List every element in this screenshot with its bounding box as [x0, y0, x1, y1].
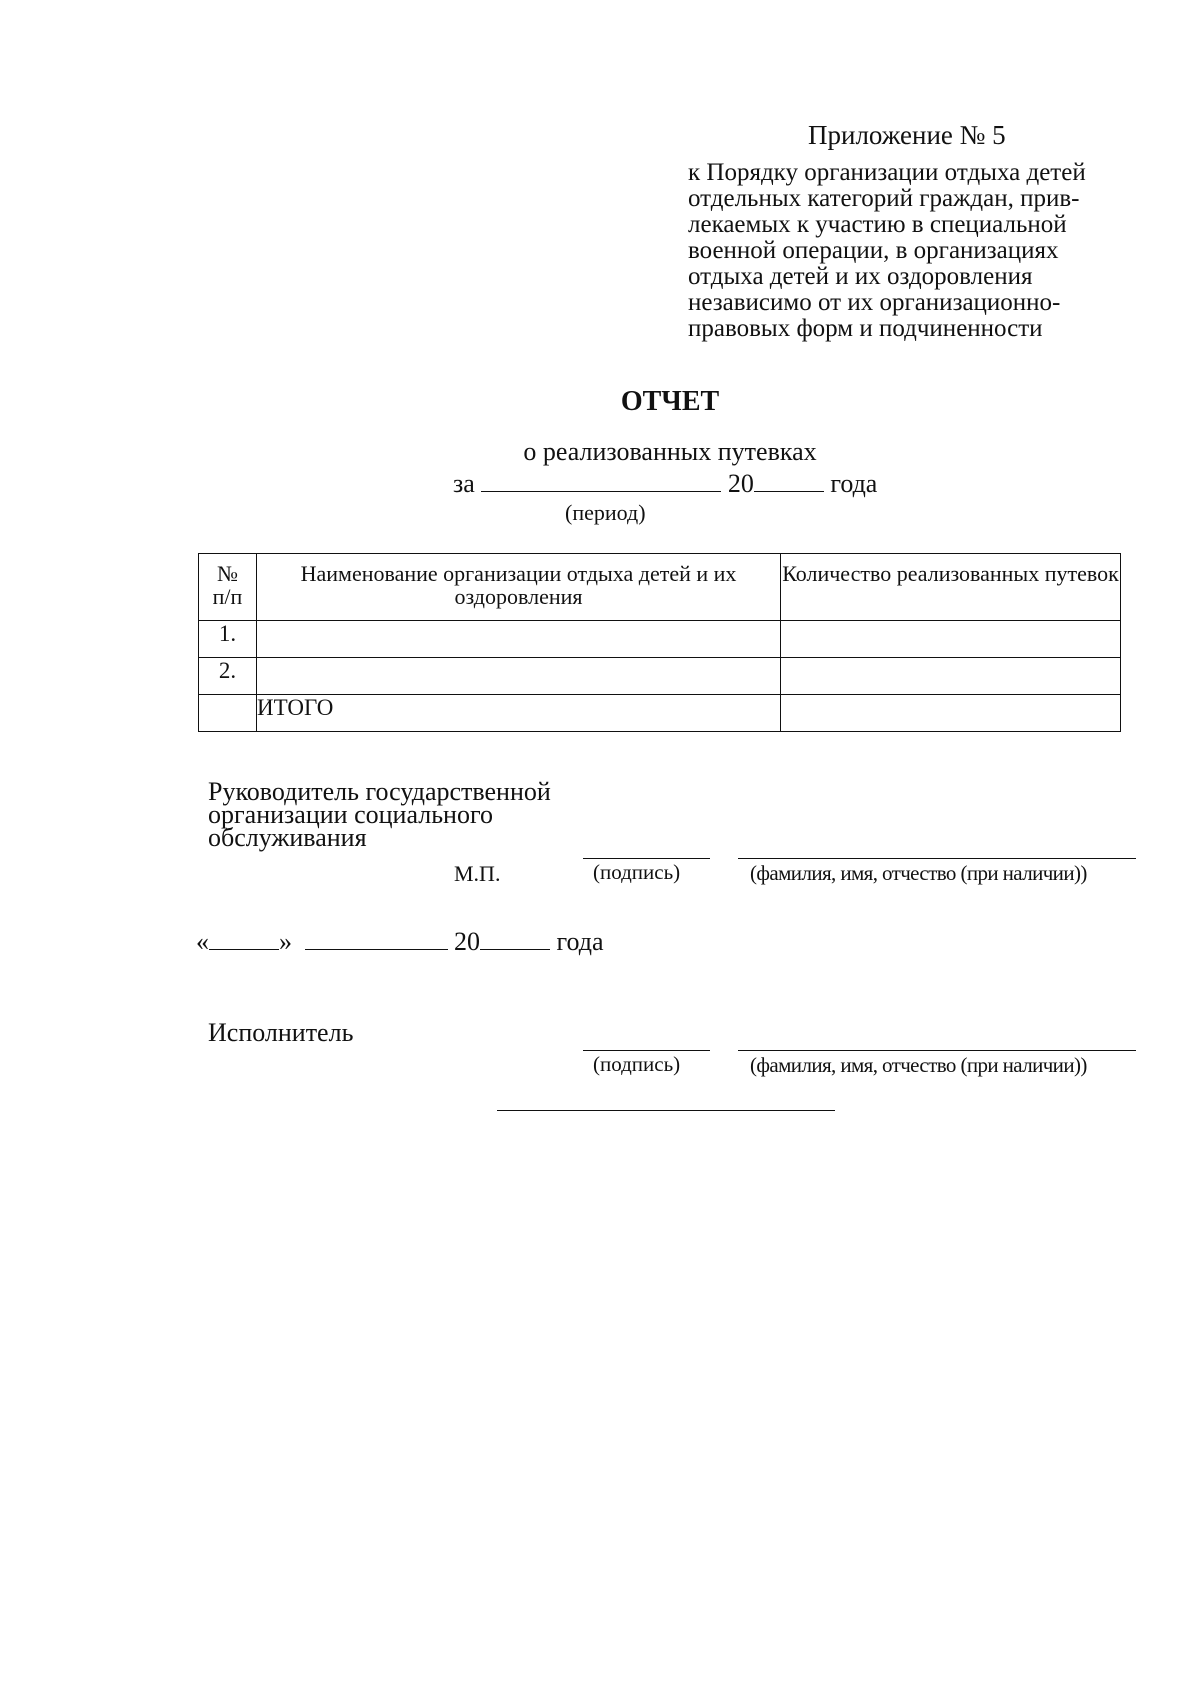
report-subtitle: о реализованных путевках	[523, 437, 817, 466]
appendix-reference-line: к Порядку организации отдыха детей	[688, 159, 1086, 186]
report-table	[198, 553, 1121, 732]
report-period-line	[453, 469, 877, 499]
period-blank[interactable]	[481, 471, 721, 492]
table-total-row	[199, 695, 1121, 732]
row-number: 1.	[199, 621, 257, 658]
row-count-cell[interactable]	[781, 621, 1121, 658]
header-num-abbr: п/п	[212, 584, 243, 609]
date-year-blank[interactable]	[480, 929, 550, 950]
month-blank[interactable]	[305, 929, 448, 950]
total-number-cell	[199, 695, 257, 732]
appendix-reference-line: отдельных категорий граждан, прив-	[688, 185, 1080, 212]
head-title-line: Руководитель государственной	[208, 777, 551, 806]
appendix-reference-line: военной операции, в организациях	[688, 237, 1059, 264]
executor-title: Исполнитель	[208, 1018, 354, 1047]
period-caption: (период)	[565, 500, 646, 525]
date-line	[196, 927, 604, 957]
head-title-line: организации социального	[208, 800, 493, 829]
date-close-quote: »	[279, 927, 292, 956]
year-blank[interactable]	[754, 471, 824, 492]
period-prefix: за	[453, 469, 475, 498]
header-num	[199, 554, 257, 621]
head-name-caption: (фамилия, имя, отчество (при наличии))	[750, 861, 1087, 885]
total-label: ИТОГО	[257, 695, 781, 732]
year-prefix: 20	[727, 469, 754, 498]
report-title: ОТЧЕТ	[620, 386, 720, 417]
head-title-line: обслуживания	[208, 823, 367, 852]
appendix-reference-line: лекаемых к участию в специальной	[688, 211, 1067, 238]
appendix-title: Приложение № 5	[808, 120, 1006, 150]
executor-signature-caption: (подпись)	[593, 1052, 681, 1076]
executor-signature-line[interactable]	[583, 1050, 710, 1051]
executor-name-line[interactable]	[738, 1050, 1136, 1051]
closing-separator-line	[497, 1110, 835, 1111]
day-blank[interactable]	[209, 929, 279, 950]
year-suffix: года	[830, 469, 878, 498]
date-open-quote: «	[196, 927, 209, 956]
appendix-reference-line: отдыха детей и их оздоровления	[688, 263, 1033, 290]
date-year-suffix: года	[556, 927, 604, 956]
header-voucher-count: Количество реализованных путевок	[781, 554, 1121, 621]
stamp-place: М.П.	[454, 861, 501, 886]
head-title	[208, 777, 551, 852]
table-header-row	[199, 554, 1121, 621]
executor-name-caption: (фамилия, имя, отчество (при наличии))	[750, 1053, 1087, 1077]
appendix-reference	[688, 160, 1086, 342]
head-signature-caption: (подпись)	[593, 860, 681, 884]
table-row	[199, 658, 1121, 695]
head-signature-line[interactable]	[583, 858, 710, 859]
header-num-symbol: №	[217, 561, 238, 586]
head-name-line[interactable]	[738, 858, 1136, 859]
row-organization-cell[interactable]	[257, 621, 781, 658]
date-year-prefix: 20	[454, 927, 480, 956]
row-number: 2.	[199, 658, 257, 695]
appendix-reference-line: правовых форм и подчиненности	[688, 315, 1043, 342]
header-organization-name: Наименование организации отдыха детей и их оздоровления	[257, 554, 781, 621]
row-count-cell[interactable]	[781, 658, 1121, 695]
row-organization-cell[interactable]	[257, 658, 781, 695]
table-row	[199, 621, 1121, 658]
total-count-cell[interactable]	[781, 695, 1121, 732]
appendix-reference-line: независимо от их организационно-	[688, 289, 1061, 316]
